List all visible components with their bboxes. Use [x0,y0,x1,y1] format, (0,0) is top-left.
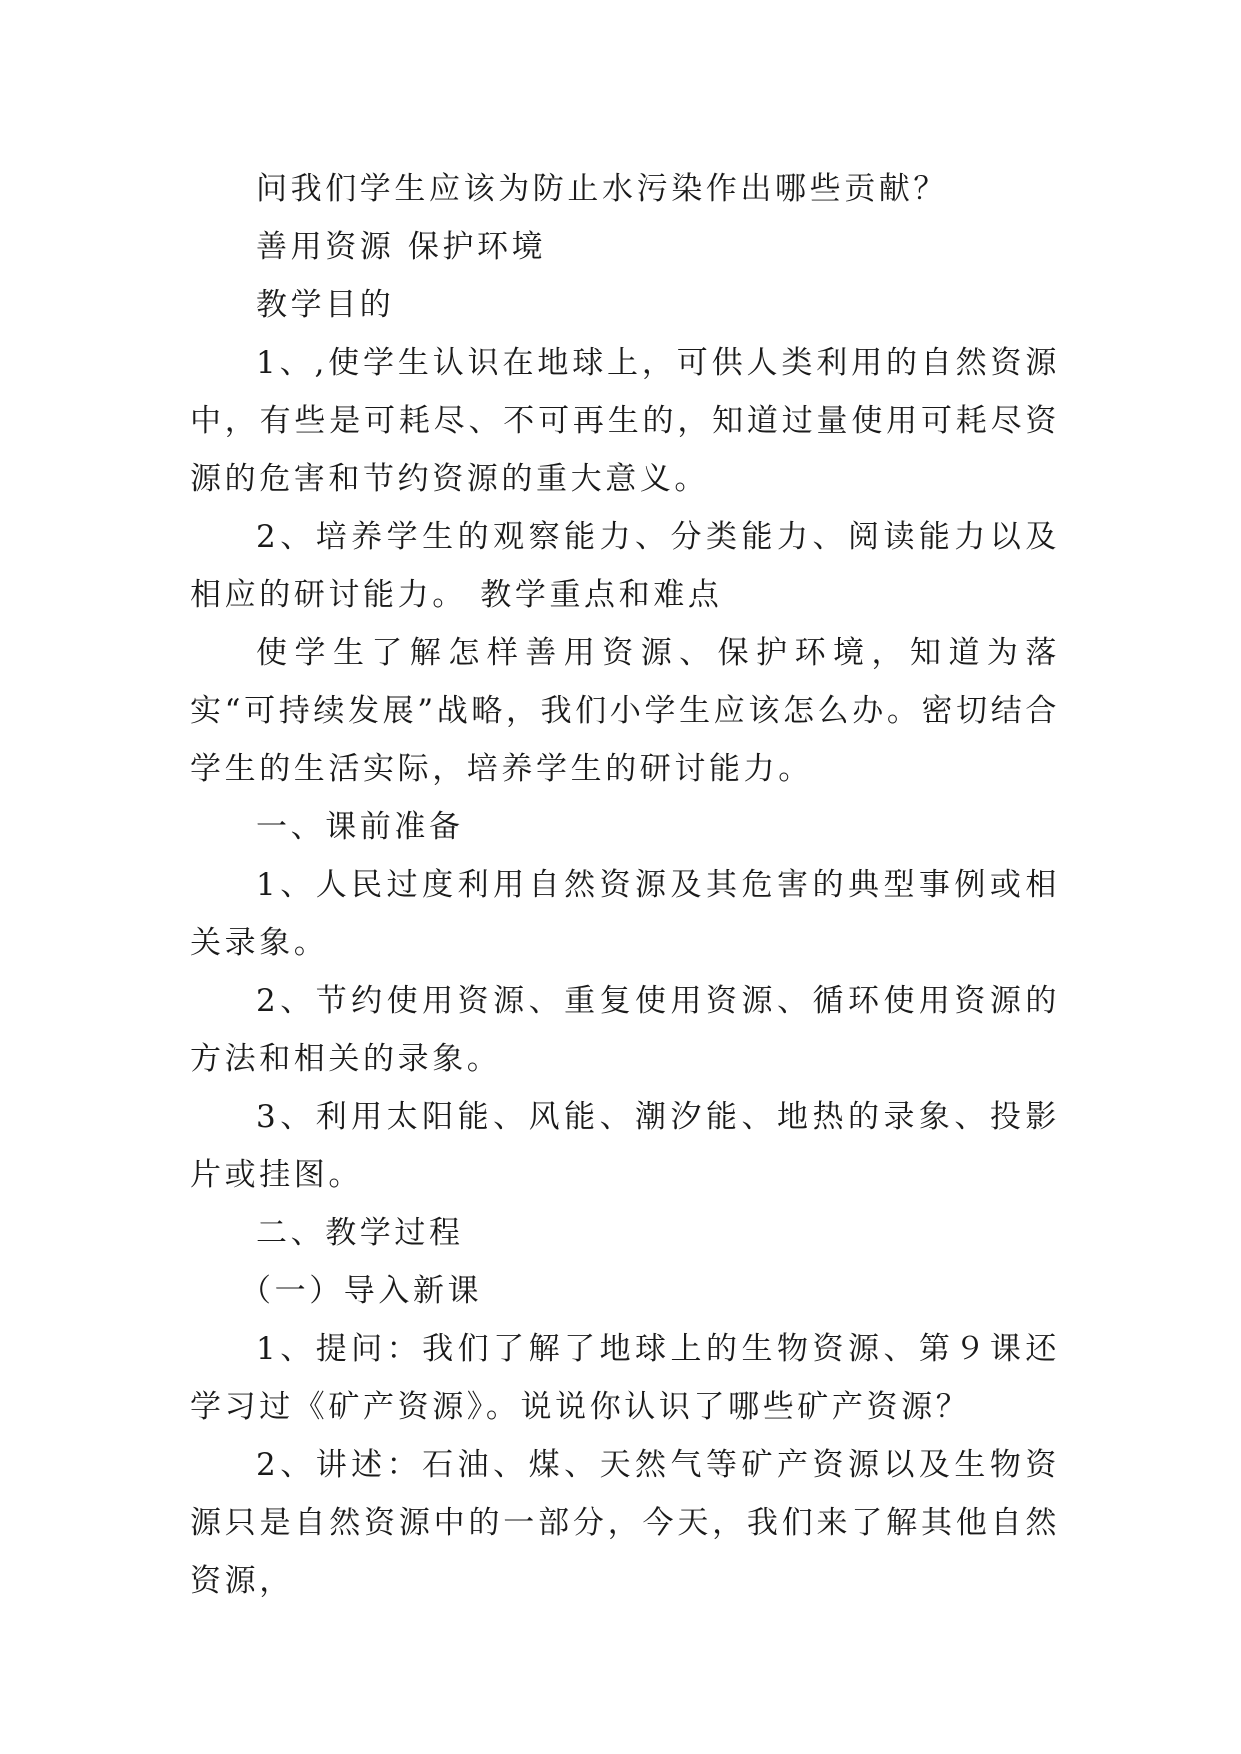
process-item-1: 1、提问：我们了解了地球上的生物资源、第９课还学习过《矿产资源》。说说你认识了哪些矿产资源？ [190,1331,1060,1425]
subsection-heading-intro: （一）导入新课 [240,1273,483,1309]
preparation-item-3: 3、利用太阳能、风能、潮汐能、地热的录象、投影片或挂图。 [190,1099,1060,1193]
key-points-paragraph: 使学生了解怎样善用资源、保护环境，知道为落实“可持续发展”战略，我们小学生应该怎么办。密切结合学生的生活实际，培养学生的研讨能力。 [190,635,1060,787]
document-body [190,160,1060,1610]
section-heading-objectives: 教学目的 [256,287,395,323]
lesson-title: 善用资源 保护环境 [256,229,547,265]
process-item-2: 2、讲述：石油、煤、天然气等矿产资源以及生物资源只是自然资源中的一部分，今天，我们来了解其他自然资源， [190,1447,1060,1599]
paragraph-question: 问我们学生应该为防止水污染作出哪些贡献？ [256,171,948,207]
section-heading-process: 二、教学过程 [256,1215,464,1251]
preparation-item-2: 2、节约使用资源、重复使用资源、循环使用资源的方法和相关的录象。 [190,983,1060,1077]
objective-1: 1、,使学生认识在地球上，可供人类利用的自然资源中，有些是可耗尽、不可再生的，知道过量使用可耗尽资源的危害和节约资源的重大意义。 [190,345,1060,497]
objective-2: 2、培养学生的观察能力、分类能力、阅读能力以及相应的研讨能力。 教学重点和难点 [190,519,1060,613]
section-heading-preparation: 一、课前准备 [256,809,464,845]
preparation-item-1: 1、人民过度利用自然资源及其危害的典型事例或相关录象。 [190,867,1060,961]
